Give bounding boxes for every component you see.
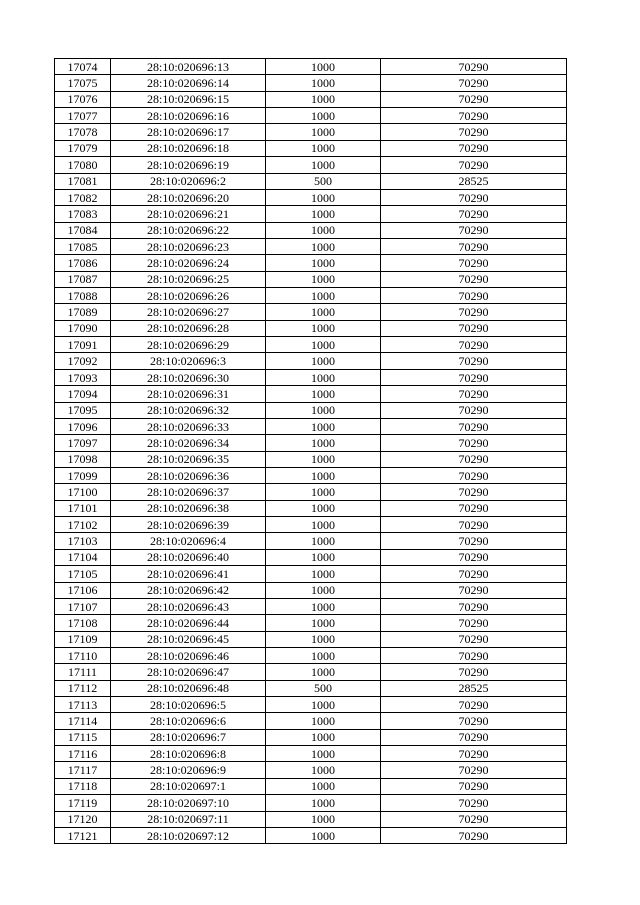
row-number-cell: 17079 xyxy=(55,140,111,156)
table-row xyxy=(55,337,567,353)
value-cell: 70290 xyxy=(381,435,567,451)
cadastral-number-cell: 28:10:020696:45 xyxy=(111,631,266,647)
table-row xyxy=(55,206,567,222)
cadastral-number-cell: 28:10:020696:44 xyxy=(111,615,266,631)
cadastral-number-cell: 28:10:020696:2 xyxy=(111,173,266,189)
area-cell: 1000 xyxy=(266,59,381,75)
table-row xyxy=(55,173,567,189)
value-cell: 70290 xyxy=(381,500,567,516)
cadastral-number-cell: 28:10:020696:16 xyxy=(111,108,266,124)
area-cell: 1000 xyxy=(266,549,381,565)
table-row xyxy=(55,615,567,631)
cadastral-number-cell: 28:10:020696:8 xyxy=(111,746,266,762)
row-number-cell: 17118 xyxy=(55,778,111,794)
row-number-cell: 17082 xyxy=(55,189,111,205)
cadastral-number-cell: 28:10:020696:28 xyxy=(111,320,266,336)
table-row xyxy=(55,697,567,713)
area-cell: 1000 xyxy=(266,222,381,238)
value-cell: 28525 xyxy=(381,680,567,696)
table-row xyxy=(55,467,567,483)
table-row xyxy=(55,222,567,238)
table-row xyxy=(55,582,567,598)
area-cell: 1000 xyxy=(266,206,381,222)
area-cell: 1000 xyxy=(266,729,381,745)
cadastral-number-cell: 28:10:020696:35 xyxy=(111,451,266,467)
row-number-cell: 17106 xyxy=(55,582,111,598)
area-cell: 1000 xyxy=(266,189,381,205)
area-cell: 1000 xyxy=(266,451,381,467)
value-cell: 70290 xyxy=(381,582,567,598)
row-number-cell: 17108 xyxy=(55,615,111,631)
table-row xyxy=(55,451,567,467)
table-row xyxy=(55,680,567,696)
value-cell: 70290 xyxy=(381,402,567,418)
area-cell: 1000 xyxy=(266,631,381,647)
area-cell: 1000 xyxy=(266,467,381,483)
cadastral-number-cell: 28:10:020696:18 xyxy=(111,140,266,156)
table-row xyxy=(55,598,567,614)
table-row xyxy=(55,713,567,729)
area-cell: 1000 xyxy=(266,713,381,729)
cadastral-number-cell: 28:10:020696:19 xyxy=(111,157,266,173)
row-number-cell: 17102 xyxy=(55,517,111,533)
area-cell: 1000 xyxy=(266,386,381,402)
row-number-cell: 17083 xyxy=(55,206,111,222)
table-row xyxy=(55,238,567,254)
cadastral-number-cell: 28:10:020696:14 xyxy=(111,75,266,91)
value-cell: 70290 xyxy=(381,566,567,582)
value-cell: 70290 xyxy=(381,418,567,434)
cadastral-number-cell: 28:10:020697:1 xyxy=(111,778,266,794)
cadastral-number-cell: 28:10:020696:9 xyxy=(111,762,266,778)
area-cell: 500 xyxy=(266,173,381,189)
value-cell: 70290 xyxy=(381,598,567,614)
cadastral-number-cell: 28:10:020697:10 xyxy=(111,795,266,811)
value-cell: 70290 xyxy=(381,549,567,565)
value-cell: 70290 xyxy=(381,353,567,369)
area-cell: 1000 xyxy=(266,566,381,582)
area-cell: 1000 xyxy=(266,484,381,500)
row-number-cell: 17074 xyxy=(55,59,111,75)
value-cell: 70290 xyxy=(381,517,567,533)
table-row xyxy=(55,288,567,304)
value-cell: 70290 xyxy=(381,533,567,549)
row-number-cell: 17084 xyxy=(55,222,111,238)
area-cell: 1000 xyxy=(266,91,381,107)
cadastral-number-cell: 28:10:020696:7 xyxy=(111,729,266,745)
row-number-cell: 17089 xyxy=(55,304,111,320)
row-number-cell: 17090 xyxy=(55,320,111,336)
cadastral-number-cell: 28:10:020696:26 xyxy=(111,288,266,304)
area-cell: 1000 xyxy=(266,615,381,631)
table-row xyxy=(55,271,567,287)
area-cell: 1000 xyxy=(266,337,381,353)
value-cell: 70290 xyxy=(381,778,567,794)
cadastral-number-cell: 28:10:020696:24 xyxy=(111,255,266,271)
cadastral-number-cell: 28:10:020696:17 xyxy=(111,124,266,140)
area-cell: 1000 xyxy=(266,320,381,336)
table-row xyxy=(55,795,567,811)
value-cell: 70290 xyxy=(381,713,567,729)
cadastral-number-cell: 28:10:020696:6 xyxy=(111,713,266,729)
table-row xyxy=(55,386,567,402)
cadastral-number-cell: 28:10:020696:5 xyxy=(111,697,266,713)
row-number-cell: 17117 xyxy=(55,762,111,778)
value-cell: 70290 xyxy=(381,222,567,238)
area-cell: 1000 xyxy=(266,795,381,811)
row-number-cell: 17097 xyxy=(55,435,111,451)
table-row xyxy=(55,566,567,582)
cadastral-number-cell: 28:10:020696:15 xyxy=(111,91,266,107)
row-number-cell: 17099 xyxy=(55,467,111,483)
table-row xyxy=(55,762,567,778)
area-cell: 1000 xyxy=(266,402,381,418)
cadastral-number-cell: 28:10:020696:33 xyxy=(111,418,266,434)
row-number-cell: 17120 xyxy=(55,811,111,827)
table-row xyxy=(55,664,567,680)
row-number-cell: 17076 xyxy=(55,91,111,107)
cadastral-number-cell: 28:10:020696:29 xyxy=(111,337,266,353)
row-number-cell: 17105 xyxy=(55,566,111,582)
table-row xyxy=(55,255,567,271)
area-cell: 500 xyxy=(266,680,381,696)
row-number-cell: 17093 xyxy=(55,369,111,385)
table-row xyxy=(55,647,567,663)
area-cell: 1000 xyxy=(266,582,381,598)
area-cell: 1000 xyxy=(266,827,381,843)
cadastral-number-cell: 28:10:020696:31 xyxy=(111,386,266,402)
value-cell: 70290 xyxy=(381,108,567,124)
table-row xyxy=(55,418,567,434)
cadastral-number-cell: 28:10:020696:21 xyxy=(111,206,266,222)
area-cell: 1000 xyxy=(266,762,381,778)
table-row xyxy=(55,75,567,91)
area-cell: 1000 xyxy=(266,369,381,385)
row-number-cell: 17096 xyxy=(55,418,111,434)
area-cell: 1000 xyxy=(266,418,381,434)
area-cell: 1000 xyxy=(266,288,381,304)
table-row xyxy=(55,402,567,418)
area-cell: 1000 xyxy=(266,517,381,533)
row-number-cell: 17091 xyxy=(55,337,111,353)
value-cell: 70290 xyxy=(381,467,567,483)
row-number-cell: 17104 xyxy=(55,549,111,565)
row-number-cell: 17112 xyxy=(55,680,111,696)
cadastral-number-cell: 28:10:020696:47 xyxy=(111,664,266,680)
area-cell: 1000 xyxy=(266,778,381,794)
table-row xyxy=(55,517,567,533)
row-number-cell: 17113 xyxy=(55,697,111,713)
cadastral-number-cell: 28:10:020696:23 xyxy=(111,238,266,254)
table-row xyxy=(55,59,567,75)
value-cell: 70290 xyxy=(381,746,567,762)
table-row xyxy=(55,124,567,140)
row-number-cell: 17111 xyxy=(55,664,111,680)
row-number-cell: 17121 xyxy=(55,827,111,843)
cadastral-number-cell: 28:10:020696:20 xyxy=(111,189,266,205)
area-cell: 1000 xyxy=(266,533,381,549)
value-cell: 28525 xyxy=(381,173,567,189)
value-cell: 70290 xyxy=(381,729,567,745)
value-cell: 70290 xyxy=(381,664,567,680)
row-number-cell: 17086 xyxy=(55,255,111,271)
cadastral-number-cell: 28:10:020696:27 xyxy=(111,304,266,320)
value-cell: 70290 xyxy=(381,647,567,663)
value-cell: 70290 xyxy=(381,795,567,811)
value-cell: 70290 xyxy=(381,697,567,713)
row-number-cell: 17095 xyxy=(55,402,111,418)
area-cell: 1000 xyxy=(266,75,381,91)
row-number-cell: 17077 xyxy=(55,108,111,124)
cadastral-number-cell: 28:10:020696:46 xyxy=(111,647,266,663)
cadastral-number-cell: 28:10:020696:39 xyxy=(111,517,266,533)
cadastral-number-cell: 28:10:020696:48 xyxy=(111,680,266,696)
row-number-cell: 17085 xyxy=(55,238,111,254)
table-row xyxy=(55,729,567,745)
value-cell: 70290 xyxy=(381,238,567,254)
cadastral-number-cell: 28:10:020696:40 xyxy=(111,549,266,565)
table-row xyxy=(55,549,567,565)
value-cell: 70290 xyxy=(381,288,567,304)
row-number-cell: 17110 xyxy=(55,647,111,663)
cadastral-number-cell: 28:10:020696:36 xyxy=(111,467,266,483)
value-cell: 70290 xyxy=(381,337,567,353)
area-cell: 1000 xyxy=(266,238,381,254)
table-row xyxy=(55,435,567,451)
area-cell: 1000 xyxy=(266,108,381,124)
area-cell: 1000 xyxy=(266,353,381,369)
value-cell: 70290 xyxy=(381,255,567,271)
row-number-cell: 17114 xyxy=(55,713,111,729)
cadastral-number-cell: 28:10:020696:41 xyxy=(111,566,266,582)
row-number-cell: 17081 xyxy=(55,173,111,189)
value-cell: 70290 xyxy=(381,386,567,402)
area-cell: 1000 xyxy=(266,255,381,271)
table-row xyxy=(55,484,567,500)
row-number-cell: 17094 xyxy=(55,386,111,402)
cadastral-number-cell: 28:10:020696:38 xyxy=(111,500,266,516)
value-cell: 70290 xyxy=(381,484,567,500)
cadastral-number-cell: 28:10:020696:32 xyxy=(111,402,266,418)
row-number-cell: 17088 xyxy=(55,288,111,304)
value-cell: 70290 xyxy=(381,304,567,320)
data-table xyxy=(54,58,567,844)
area-cell: 1000 xyxy=(266,811,381,827)
cadastral-number-cell: 28:10:020697:11 xyxy=(111,811,266,827)
area-cell: 1000 xyxy=(266,157,381,173)
row-number-cell: 17092 xyxy=(55,353,111,369)
area-cell: 1000 xyxy=(266,647,381,663)
value-cell: 70290 xyxy=(381,140,567,156)
table-row xyxy=(55,811,567,827)
value-cell: 70290 xyxy=(381,189,567,205)
value-cell: 70290 xyxy=(381,91,567,107)
area-cell: 1000 xyxy=(266,664,381,680)
area-cell: 1000 xyxy=(266,124,381,140)
row-number-cell: 17103 xyxy=(55,533,111,549)
table-row xyxy=(55,91,567,107)
table-row xyxy=(55,500,567,516)
row-number-cell: 17109 xyxy=(55,631,111,647)
cadastral-number-cell: 28:10:020696:34 xyxy=(111,435,266,451)
cadastral-number-cell: 28:10:020697:12 xyxy=(111,827,266,843)
value-cell: 70290 xyxy=(381,206,567,222)
row-number-cell: 17080 xyxy=(55,157,111,173)
table-row xyxy=(55,157,567,173)
row-number-cell: 17075 xyxy=(55,75,111,91)
value-cell: 70290 xyxy=(381,615,567,631)
table-body xyxy=(55,59,567,844)
cadastral-number-cell: 28:10:020696:4 xyxy=(111,533,266,549)
cadastral-number-cell: 28:10:020696:43 xyxy=(111,598,266,614)
value-cell: 70290 xyxy=(381,811,567,827)
area-cell: 1000 xyxy=(266,435,381,451)
value-cell: 70290 xyxy=(381,320,567,336)
area-cell: 1000 xyxy=(266,697,381,713)
area-cell: 1000 xyxy=(266,140,381,156)
row-number-cell: 17119 xyxy=(55,795,111,811)
area-cell: 1000 xyxy=(266,746,381,762)
area-cell: 1000 xyxy=(266,598,381,614)
row-number-cell: 17098 xyxy=(55,451,111,467)
cadastral-number-cell: 28:10:020696:22 xyxy=(111,222,266,238)
area-cell: 1000 xyxy=(266,304,381,320)
row-number-cell: 17101 xyxy=(55,500,111,516)
row-number-cell: 17100 xyxy=(55,484,111,500)
value-cell: 70290 xyxy=(381,75,567,91)
value-cell: 70290 xyxy=(381,369,567,385)
table-row xyxy=(55,369,567,385)
area-cell: 1000 xyxy=(266,271,381,287)
table-row xyxy=(55,746,567,762)
cadastral-number-cell: 28:10:020696:3 xyxy=(111,353,266,369)
table-row xyxy=(55,353,567,369)
cadastral-number-cell: 28:10:020696:25 xyxy=(111,271,266,287)
table-row xyxy=(55,778,567,794)
row-number-cell: 17116 xyxy=(55,746,111,762)
row-number-cell: 17087 xyxy=(55,271,111,287)
value-cell: 70290 xyxy=(381,762,567,778)
table-row xyxy=(55,827,567,843)
table-row xyxy=(55,140,567,156)
value-cell: 70290 xyxy=(381,827,567,843)
table-row xyxy=(55,320,567,336)
value-cell: 70290 xyxy=(381,631,567,647)
table-row xyxy=(55,631,567,647)
table-row xyxy=(55,189,567,205)
cadastral-number-cell: 28:10:020696:37 xyxy=(111,484,266,500)
value-cell: 70290 xyxy=(381,271,567,287)
value-cell: 70290 xyxy=(381,157,567,173)
cadastral-number-cell: 28:10:020696:30 xyxy=(111,369,266,385)
value-cell: 70290 xyxy=(381,451,567,467)
table-row xyxy=(55,533,567,549)
cadastral-number-cell: 28:10:020696:13 xyxy=(111,59,266,75)
row-number-cell: 17107 xyxy=(55,598,111,614)
table-row xyxy=(55,304,567,320)
value-cell: 70290 xyxy=(381,124,567,140)
table-row xyxy=(55,108,567,124)
value-cell: 70290 xyxy=(381,59,567,75)
row-number-cell: 17115 xyxy=(55,729,111,745)
cadastral-number-cell: 28:10:020696:42 xyxy=(111,582,266,598)
row-number-cell: 17078 xyxy=(55,124,111,140)
area-cell: 1000 xyxy=(266,500,381,516)
